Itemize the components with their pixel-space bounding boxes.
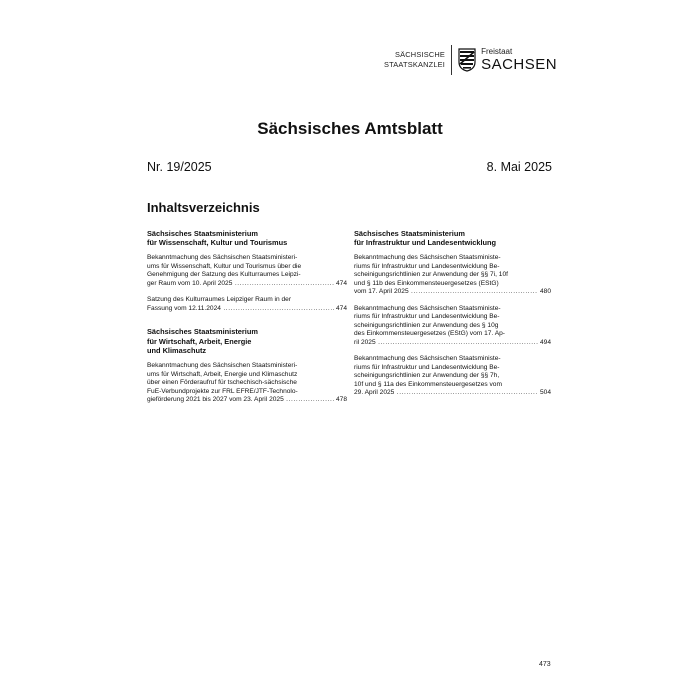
toc-entry-last-line: 29. April 2025 ..... (354, 389, 551, 398)
ministry-heading: Sächsisches Staatsministerium für Infrastruktur und Landesentwicklung (354, 229, 497, 248)
toc-entry-page: 504 (539, 389, 551, 397)
logo-sachsen: SACHSEN (481, 56, 558, 73)
logo-left-line-2: STAATSKANZLEI (384, 60, 446, 69)
logo-freistaat: Freistaat (481, 47, 513, 56)
toc-entry-last-line: Fassung vom 12.11.2024 ..... (147, 305, 347, 314)
toc-entry[interactable] (147, 254, 347, 288)
toc-entry-text: Bekanntmachung des Sächsischen Staatsministe- riums für Infrastruktur und Landesentwicklung Be- scheinigungsrichtlinien zur Anwendung der §§ 7h, 10f und § 11a des Einkommensteuergesetzes vom (354, 355, 502, 388)
toc-entry-page: 480 (539, 288, 551, 296)
logo-left-line-1: SÄCHSISCHE (395, 50, 446, 59)
toc-entry[interactable] (354, 254, 551, 297)
toc-entry-text: Satzung des Kulturraumes Leipziger Raum in der (147, 296, 292, 304)
publisher-logo (384, 44, 557, 76)
toc-entry-last-line: ril 2025 ..... (354, 339, 551, 348)
logo-divider (451, 45, 452, 75)
issue-date: 8. Mai 2025 (486, 160, 552, 174)
toc-entry-text: Bekanntmachung des Sächsischen Staatsministeri- ums für Wissenschaft, Kultur und Tourismus über die Genehmigung der Satzung des Kulturraumes Leipzi- (147, 254, 302, 279)
page-number: 473 (539, 661, 551, 668)
staatskanzlei-wordmark (384, 50, 445, 70)
ministry-heading: Sächsisches Staatsministerium für Wirtschaft, Arbeit, Energie und Klimaschutz (147, 327, 258, 355)
toc-left-column (147, 229, 347, 413)
toc-entry-page: 474 (335, 304, 347, 312)
ministry-heading: Sächsisches Staatsministerium für Wissenschaft, Kultur und Tourismus (147, 229, 288, 248)
toc-entry-page: 494 (539, 338, 551, 346)
toc-entry-page: 474 (335, 279, 347, 287)
toc-entry-text: Bekanntmachung des Sächsischen Staatsministeri- ums für Wirtschaft, Arbeit, Energie und Klimaschutz über einen Förderaufruf für tschechisch-sächsische FuE-Verbundprojekte zur FRL EFRE/JTF-Technolo- (147, 362, 298, 395)
freistaat-sachsen-wordmark (481, 48, 557, 72)
toc-entry[interactable] (354, 355, 551, 398)
toc-entry-page: 478 (335, 396, 347, 404)
toc-entry-last-line: gieförderung 2021 bis 2027 vom 23. April 2025 ..... (147, 396, 347, 405)
publication-title: Sächsisches Amtsblatt (257, 119, 443, 138)
toc-entry-last-line: ger Raum vom 10. April 2025 ..... (147, 280, 347, 289)
toc-right-column (354, 229, 551, 406)
toc-heading: Inhaltsverzeichnis (147, 200, 260, 215)
saxony-crest-icon (458, 48, 476, 72)
toc-entry-text: Bekanntmachung des Sächsischen Staatsministe- riums für Infrastruktur und Landesentwicklung Be- scheinigungsrichtlinien zur Anwendung des § 10g des Einkommensteuergesetzes (EStG) vom 17. Ap- (354, 304, 505, 338)
toc-entry[interactable] (147, 296, 347, 313)
toc-entry-text: Bekanntmachung des Sächsischen Staatsministe- riums für Infrastruktur und Landesentwicklung Be- scheinigungsrichtlinien zur Anwendung der §§ 7i, 10f und § 11b des Einkommensteuergesetzes (EStG) (354, 254, 508, 287)
toc-entry-last-line: vom 17. April 2025 ..... (354, 288, 551, 297)
toc-entry[interactable] (354, 305, 551, 348)
toc-entry[interactable] (147, 362, 347, 405)
issue-number: Nr. 19/2025 (147, 160, 212, 174)
